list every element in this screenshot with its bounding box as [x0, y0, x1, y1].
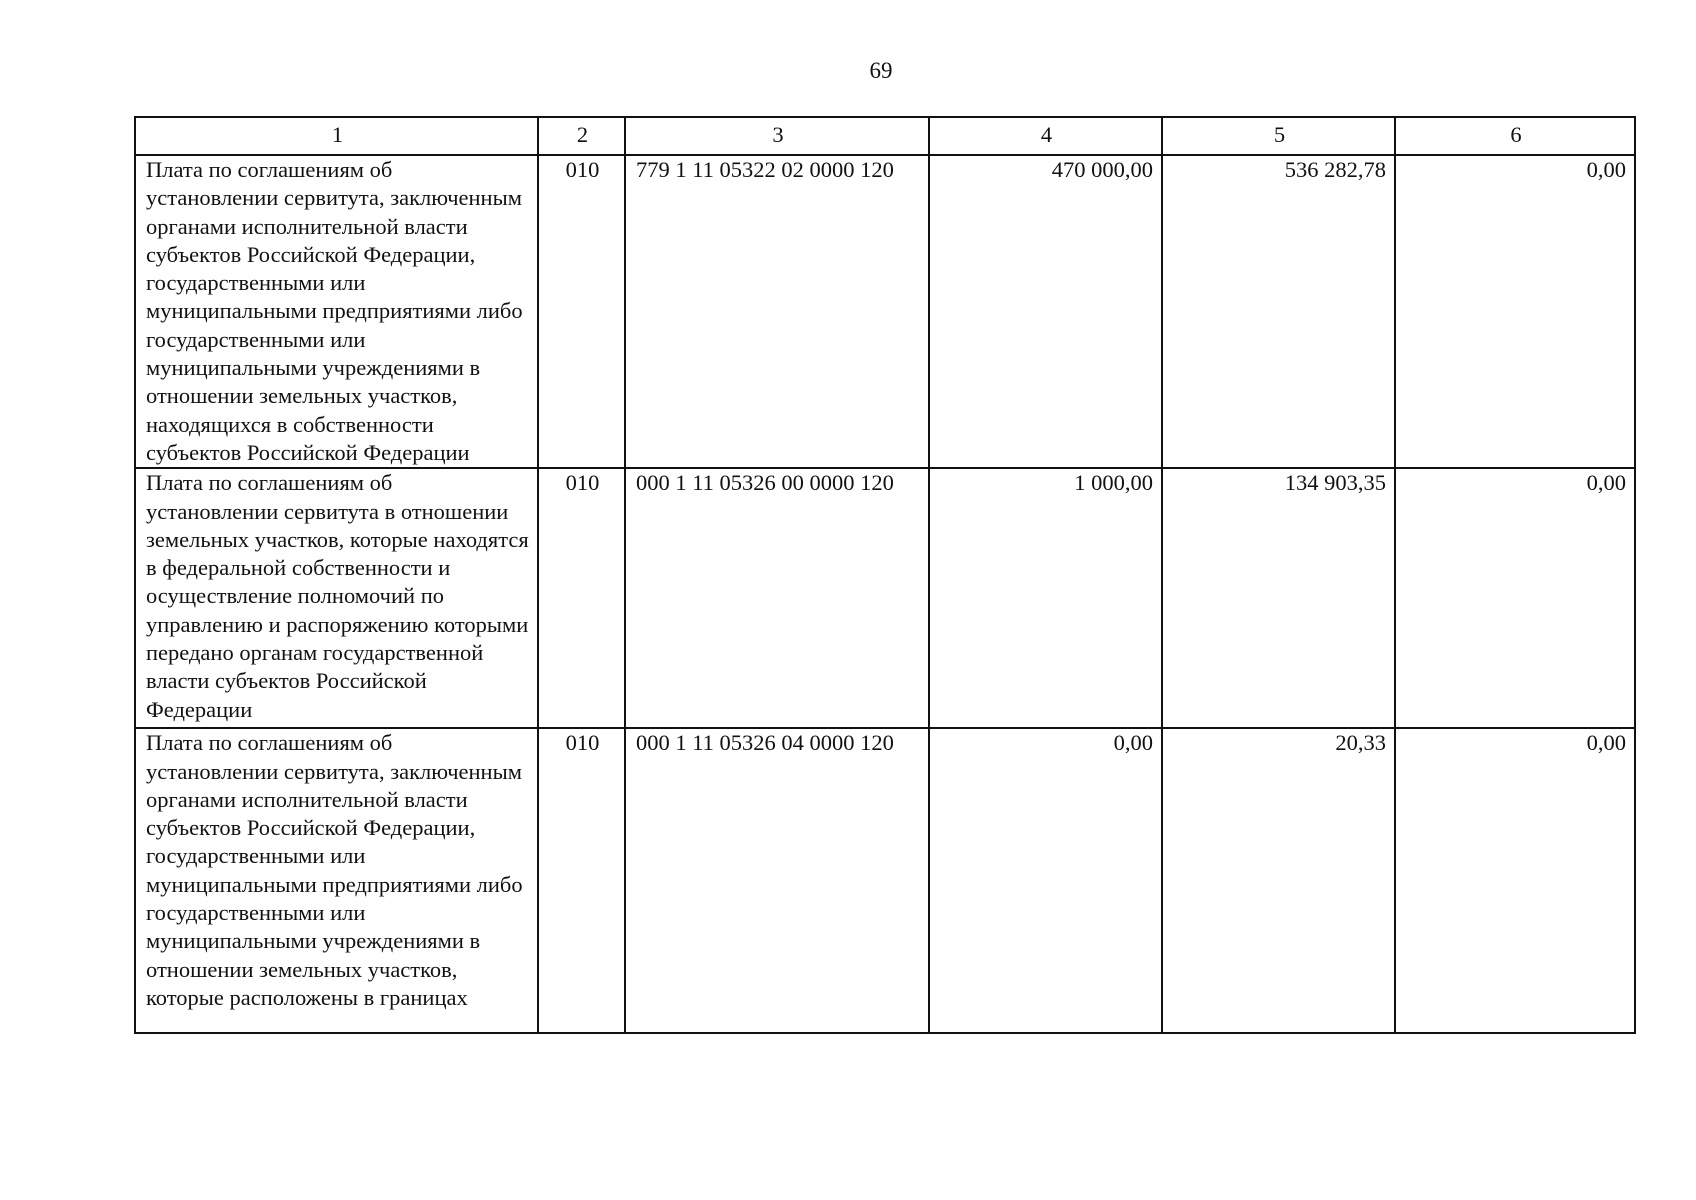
- row-line-code: 010: [538, 728, 625, 1033]
- row-name: Плата по соглашениям об установлении сервитута в отношении земельных участков, которые находятся в федеральной собственности и осуществление полномочий по управлению и распоряжению которыми передано органам государственной власти субъектов Российской Федерации: [135, 468, 538, 728]
- row-kbk-code: 000 1 11 05326 04 0000 120: [625, 728, 929, 1033]
- page-number: 69: [869, 58, 893, 83]
- row-line-code: 010: [538, 468, 625, 728]
- row-col4-value: 0,00: [929, 728, 1162, 1033]
- table-row: [135, 155, 1635, 468]
- header-col-4: 4: [929, 117, 1162, 155]
- row-col4-value: 470 000,00: [929, 155, 1162, 468]
- row-col6-value: 0,00: [1395, 155, 1635, 468]
- row-col5-value: 536 282,78: [1162, 155, 1395, 468]
- header-col-5: 5: [1162, 117, 1395, 155]
- row-col6-value: 0,00: [1395, 728, 1635, 1033]
- header-col-6: 6: [1395, 117, 1635, 155]
- row-name: Плата по соглашениям об установлении сервитута, заключенным органами исполнительной власти субъектов Российской Федерации, государственными или муниципальными предприятиями либо государственными или муниципальными учреждениями в отношении земельных участков, находящихся в собственности субъектов Российской Федерации: [135, 155, 538, 468]
- row-col5-value: 20,33: [1162, 728, 1395, 1033]
- row-kbk-code: 779 1 11 05322 02 0000 120: [625, 155, 929, 468]
- budget-revenue-table: [134, 116, 1636, 1034]
- header-col-1: 1: [135, 117, 538, 155]
- table-row: [135, 728, 1635, 1033]
- row-col6-value: 0,00: [1395, 468, 1635, 728]
- header-col-3: 3: [625, 117, 929, 155]
- table-header-row: [135, 117, 1635, 155]
- row-kbk-code: 000 1 11 05326 00 0000 120: [625, 468, 929, 728]
- row-line-code: 010: [538, 155, 625, 468]
- row-col4-value: 1 000,00: [929, 468, 1162, 728]
- row-col5-value: 134 903,35: [1162, 468, 1395, 728]
- row-name: Плата по соглашениям об установлении сервитута, заключенным органами исполнительной власти субъектов Российской Федерации, государственными или муниципальными предприятиями либо государственными или муниципальными учреждениями в отношении земельных участков, которые расположены в границах: [135, 728, 538, 1033]
- table-row: [135, 468, 1635, 728]
- header-col-2: 2: [538, 117, 625, 155]
